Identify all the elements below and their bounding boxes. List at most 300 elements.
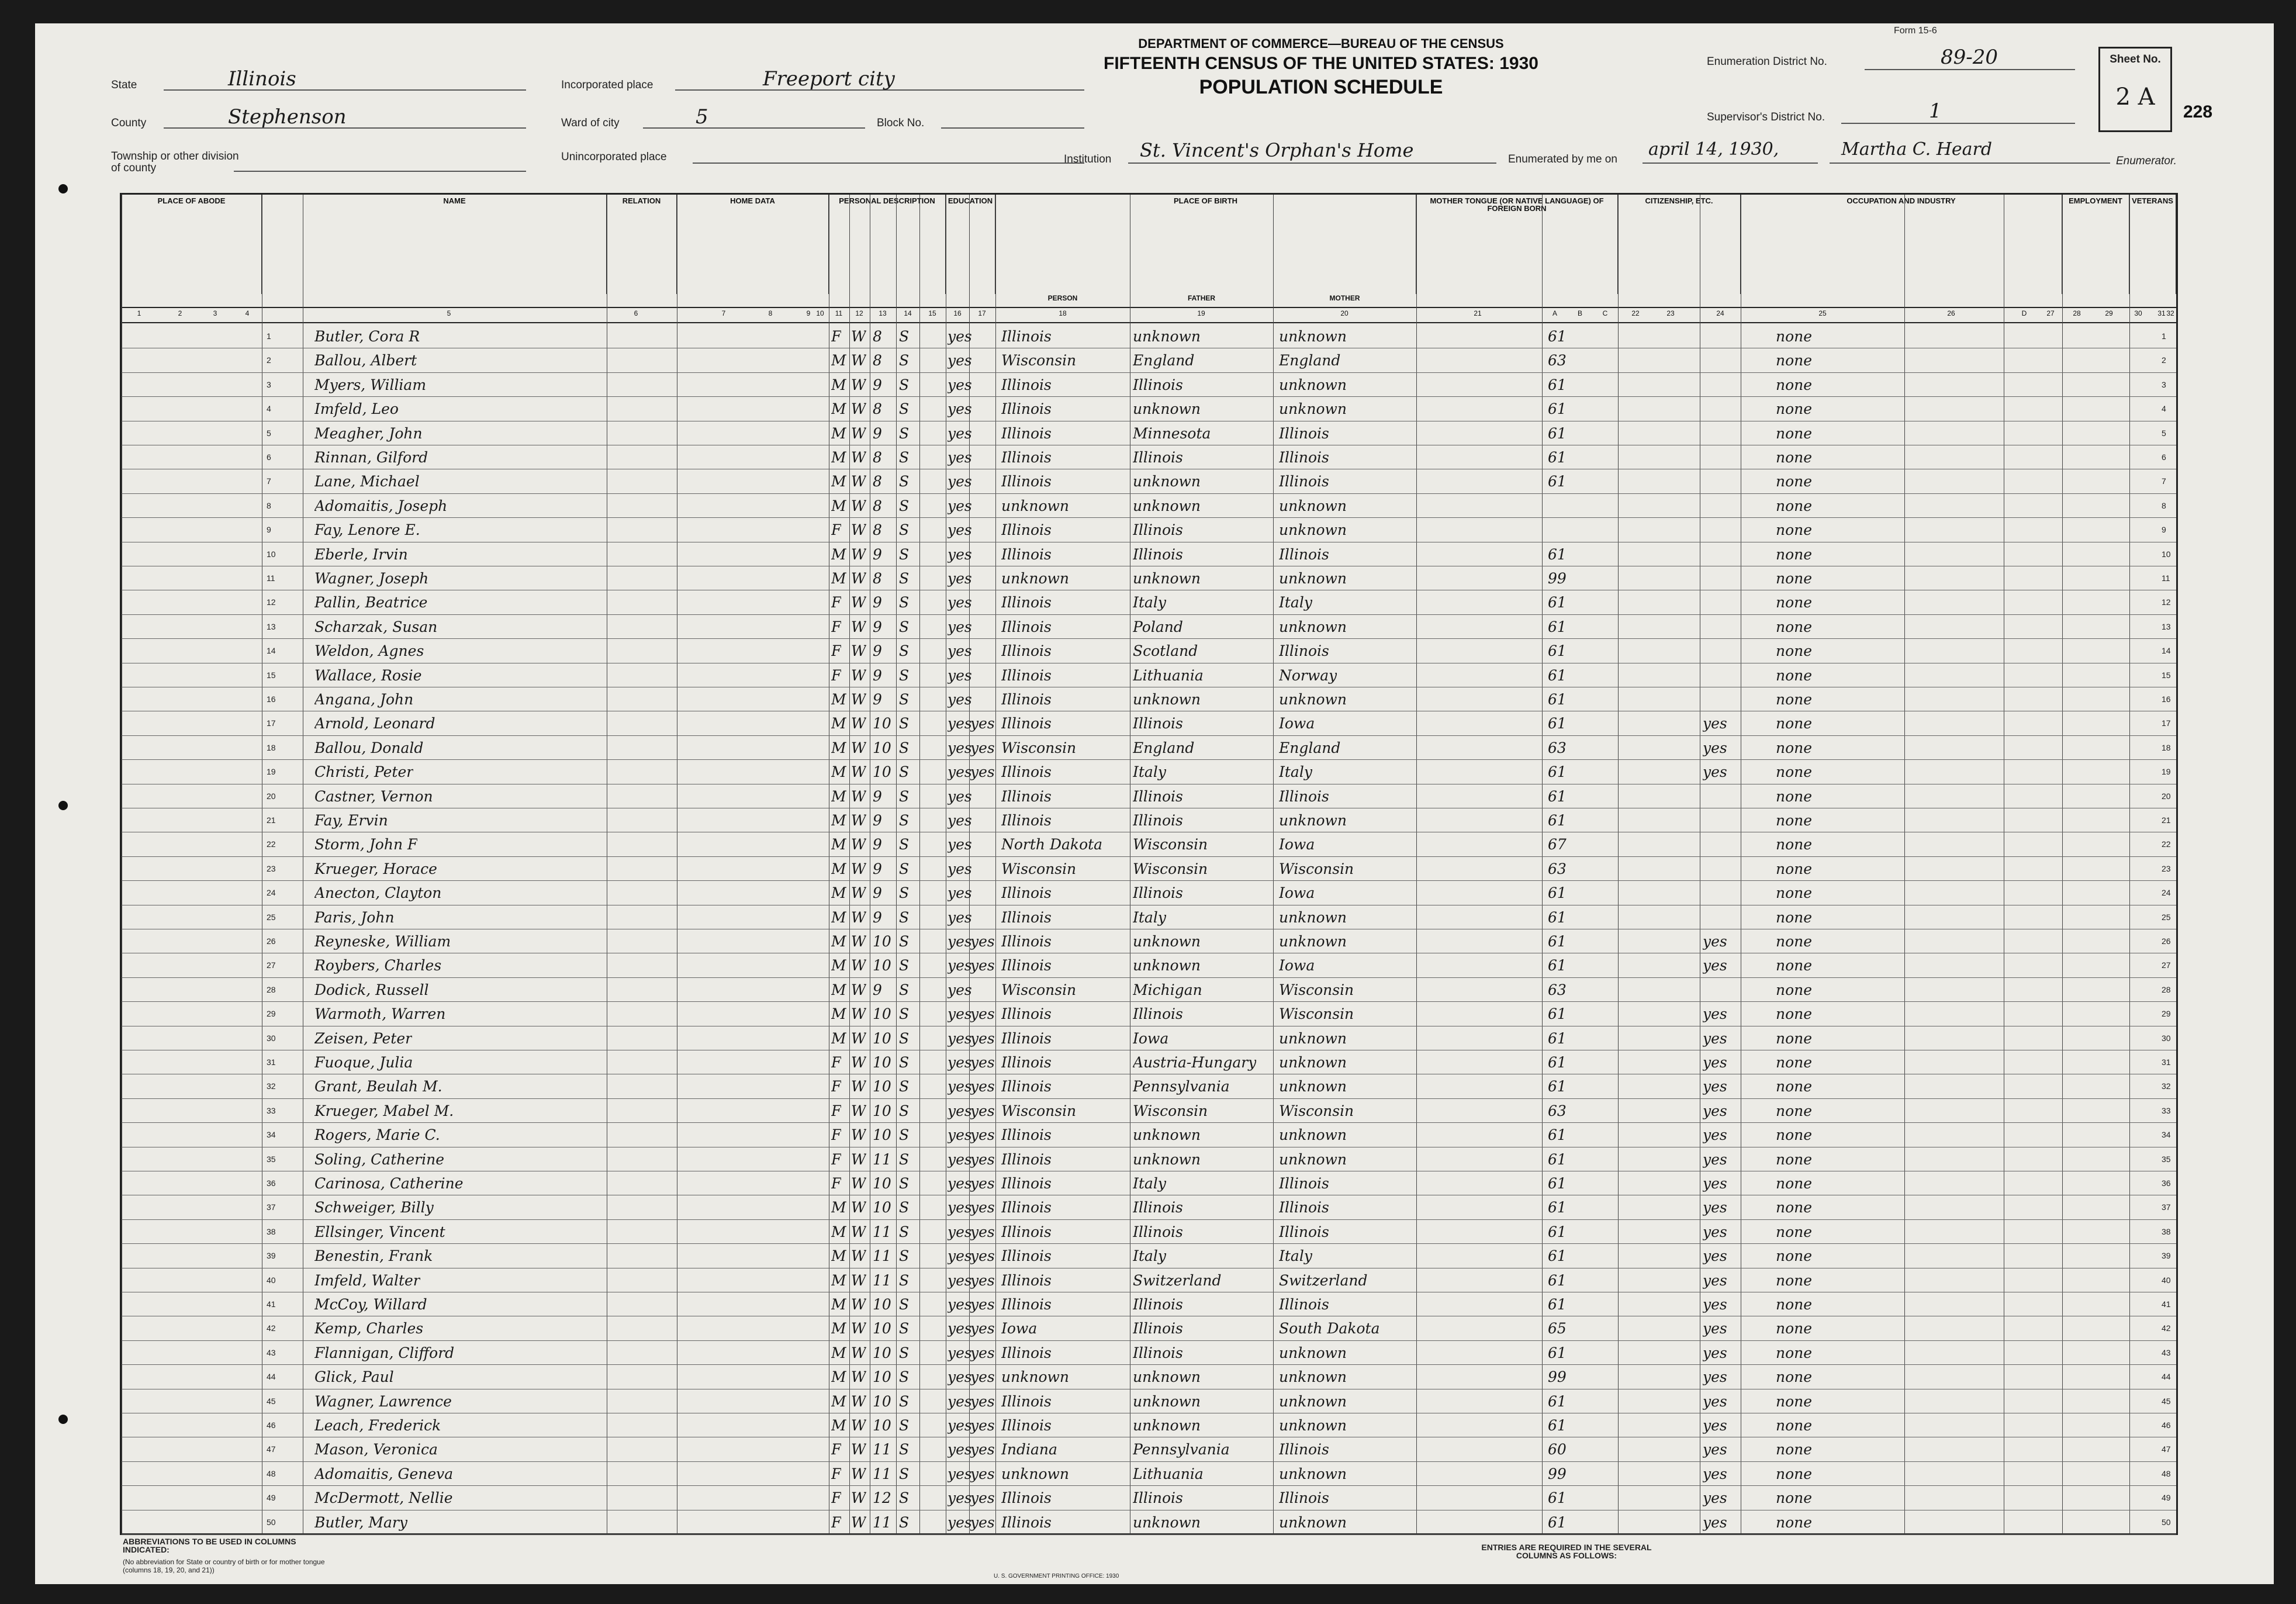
- table-row: [122, 905, 2176, 929]
- cell-read: yes: [970, 957, 995, 974]
- cell-sex: M: [831, 933, 846, 950]
- cell-sex: M: [831, 1271, 846, 1289]
- ward-label: Ward of city: [561, 117, 620, 129]
- column-number: 8: [768, 309, 773, 317]
- cell-race: W: [851, 957, 866, 974]
- line-number: 39: [267, 1251, 276, 1261]
- cell-race: W: [851, 1078, 866, 1095]
- cell-sch: yes: [948, 787, 972, 805]
- cell-fpob: Wisconsin: [1133, 1102, 1208, 1119]
- cell-read: yes: [970, 1223, 995, 1240]
- cell-pob: Illinois: [1001, 545, 1052, 563]
- cell-sch: yes: [948, 981, 972, 998]
- cell-name: Soling, Catherine: [314, 1150, 444, 1168]
- cell-eng: yes: [1703, 1150, 1727, 1168]
- cell-eng: yes: [1703, 715, 1727, 732]
- cell-age: 12: [873, 1489, 891, 1507]
- line-number: 18: [267, 742, 276, 752]
- table-row: [122, 953, 2176, 977]
- line-number: 30: [267, 1033, 276, 1043]
- cell-mar: S: [899, 884, 910, 902]
- line-number: 36: [267, 1178, 276, 1188]
- column-number: 19: [1197, 309, 1205, 317]
- entries-title: ENTRIES ARE REQUIRED IN THE SEVERAL COLUMNS AS FOLLOWS:: [1481, 1543, 1652, 1560]
- cell-occ: none: [1776, 642, 1813, 660]
- cell-age: 9: [873, 666, 882, 684]
- header-separator: [122, 307, 2176, 308]
- table-row: [122, 711, 2176, 735]
- cell-occ: none: [1776, 1175, 1813, 1192]
- cell-name: Eberle, Irvin: [314, 545, 408, 563]
- cell-sex: M: [831, 1199, 846, 1216]
- cell-read: yes: [970, 1126, 995, 1144]
- enum-district-value: 89-20: [1941, 46, 1998, 69]
- line-number: 48: [267, 1468, 276, 1478]
- birth-subhead: FATHER: [1187, 294, 1216, 302]
- cell-sex: M: [831, 1368, 846, 1386]
- column-number: A: [1552, 309, 1557, 317]
- cell-occ: none: [1776, 981, 1813, 998]
- cell-sch: yes: [948, 449, 972, 466]
- cell-code: 61: [1548, 449, 1567, 466]
- cell-name: Roybers, Charles: [314, 957, 442, 974]
- cell-occ: none: [1776, 1417, 1813, 1434]
- cell-code: 61: [1548, 908, 1567, 926]
- cell-fpob: Italy: [1133, 1247, 1166, 1265]
- table-row: [122, 1462, 2176, 1486]
- header-personal: PERSONAL DESCRIPTION: [829, 195, 946, 294]
- cell-age: 10: [873, 1296, 891, 1313]
- cell-occ: none: [1776, 1150, 1813, 1168]
- cell-pob: Illinois: [1001, 1247, 1052, 1265]
- enum-district-line: [1865, 46, 2075, 70]
- cell-pob: Wisconsin: [1001, 860, 1077, 877]
- cell-read: yes: [970, 1199, 995, 1216]
- cell-mar: S: [899, 1320, 910, 1337]
- cell-name: Weldon, Agnes: [314, 642, 424, 660]
- header-name: NAME: [303, 195, 607, 294]
- cell-sch: yes: [948, 328, 972, 345]
- header-veterans: VETERANS: [2129, 195, 2176, 294]
- cell-pob: Illinois: [1001, 715, 1052, 732]
- line-number-right: 20: [2162, 791, 2171, 801]
- cell-age: 9: [873, 594, 882, 611]
- column-number: 31: [2157, 309, 2166, 317]
- cell-occ: none: [1776, 1344, 1813, 1361]
- cell-code: 63: [1548, 739, 1567, 756]
- birth-subhead: MOTHER: [1329, 294, 1360, 302]
- cell-mpob: Illinois: [1279, 473, 1329, 490]
- cell-name: Imfeld, Walter: [314, 1271, 420, 1289]
- cell-occ: none: [1776, 1513, 1813, 1531]
- table-row: [122, 397, 2176, 421]
- cell-sch: yes: [948, 933, 972, 950]
- cell-read: yes: [970, 715, 995, 732]
- cell-fpob: Michigan: [1133, 981, 1202, 998]
- cell-read: yes: [970, 1271, 995, 1289]
- cell-mar: S: [899, 352, 910, 369]
- cell-name: Imfeld, Leo: [314, 400, 399, 418]
- cell-age: 9: [873, 860, 882, 877]
- line-number: 22: [267, 839, 276, 849]
- cell-occ: none: [1776, 860, 1813, 877]
- punch-hole: [58, 184, 68, 193]
- enumerated-by-label: Enumerated by me on: [1508, 153, 1617, 165]
- cell-name: Wagner, Lawrence: [314, 1392, 452, 1410]
- cell-pob: Illinois: [1001, 424, 1052, 442]
- line-number: 35: [267, 1154, 276, 1164]
- cell-sch: yes: [948, 1441, 972, 1458]
- cell-sch: yes: [948, 497, 972, 514]
- cell-name: McDermott, Nellie: [314, 1489, 453, 1507]
- cell-race: W: [851, 1029, 866, 1047]
- line-number-right: 40: [2162, 1275, 2171, 1285]
- cell-age: 10: [873, 957, 891, 974]
- cell-name: Wagner, Joseph: [314, 570, 429, 587]
- cell-sch: yes: [948, 1102, 972, 1119]
- column-number: 1: [137, 309, 141, 317]
- cell-code: 61: [1548, 1489, 1567, 1507]
- cell-age: 9: [873, 908, 882, 926]
- cell-pob: Illinois: [1001, 884, 1052, 902]
- line-number: 26: [267, 936, 276, 946]
- line-number: 47: [267, 1444, 276, 1454]
- line-number: 50: [267, 1517, 276, 1527]
- cell-name: Krueger, Mabel M.: [314, 1102, 454, 1119]
- cell-age: 11: [873, 1465, 891, 1482]
- cell-read: yes: [970, 933, 995, 950]
- cell-sch: yes: [948, 1271, 972, 1289]
- cell-race: W: [851, 1489, 866, 1507]
- cell-code: 61: [1548, 666, 1567, 684]
- cell-eng: yes: [1703, 1296, 1727, 1313]
- cell-read: yes: [970, 1344, 995, 1361]
- cell-sex: M: [831, 884, 846, 902]
- cell-read: yes: [970, 739, 995, 756]
- cell-sch: yes: [948, 691, 972, 708]
- line-number: 28: [267, 984, 276, 994]
- table-row: [122, 929, 2176, 953]
- cell-age: 9: [873, 812, 882, 829]
- cell-fpob: Scotland: [1133, 642, 1198, 660]
- line-number: 46: [267, 1420, 276, 1430]
- cell-age: 10: [873, 933, 891, 950]
- cell-read: yes: [970, 1005, 995, 1023]
- cell-sch: yes: [948, 763, 972, 781]
- cell-eng: yes: [1703, 1465, 1727, 1482]
- line-number: 23: [267, 863, 276, 873]
- cell-mar: S: [899, 763, 910, 781]
- cell-mar: S: [899, 376, 910, 393]
- cell-name: Anecton, Clayton: [314, 884, 442, 902]
- cell-name: Scharzak, Susan: [314, 618, 438, 635]
- cell-sch: yes: [948, 1223, 972, 1240]
- line-number-right: 4: [2162, 404, 2166, 414]
- cell-occ: none: [1776, 424, 1813, 442]
- line-number: 43: [267, 1347, 276, 1357]
- cell-mar: S: [899, 497, 910, 514]
- cell-mpob: Illinois: [1279, 1223, 1329, 1240]
- cell-occ: none: [1776, 1320, 1813, 1337]
- cell-code: 61: [1548, 1150, 1567, 1168]
- line-number-right: 36: [2162, 1178, 2171, 1188]
- cell-mpob: unknown: [1279, 1417, 1347, 1434]
- cell-sex: M: [831, 812, 846, 829]
- cell-name: Carinosa, Catherine: [314, 1175, 464, 1192]
- cell-eng: yes: [1703, 1126, 1727, 1144]
- column-number: 2: [178, 309, 182, 317]
- cell-fpob: unknown: [1133, 1150, 1201, 1168]
- cell-pob: Illinois: [1001, 1029, 1052, 1047]
- print-note: U. S. GOVERNMENT PRINTING OFFICE: 1930: [994, 1573, 1119, 1579]
- cell-occ: none: [1776, 933, 1813, 950]
- cell-occ: none: [1776, 1247, 1813, 1265]
- cell-fpob: unknown: [1133, 473, 1201, 490]
- cell-race: W: [851, 424, 866, 442]
- table-row: [122, 324, 2176, 348]
- cell-occ: none: [1776, 328, 1813, 345]
- line-number-right: 46: [2162, 1420, 2171, 1430]
- cell-mar: S: [899, 1029, 910, 1047]
- column-number: 25: [1818, 309, 1827, 317]
- cell-code: 61: [1548, 1078, 1567, 1095]
- cell-age: 8: [873, 449, 882, 466]
- cell-occ: none: [1776, 352, 1813, 369]
- column-number: 3: [213, 309, 217, 317]
- cell-sch: yes: [948, 1368, 972, 1386]
- cell-sex: M: [831, 352, 846, 369]
- cell-age: 10: [873, 1102, 891, 1119]
- population-table: [120, 193, 2178, 1535]
- cell-pob: Illinois: [1001, 1392, 1052, 1410]
- line-number-right: 15: [2162, 670, 2171, 680]
- cell-code: 61: [1548, 1054, 1567, 1071]
- line-number-right: 6: [2162, 452, 2166, 462]
- cell-sex: F: [831, 1441, 842, 1458]
- cell-name: Kemp, Charles: [314, 1320, 424, 1337]
- cell-name: Butler, Mary: [314, 1513, 407, 1531]
- cell-pob: Illinois: [1001, 1489, 1052, 1507]
- cell-fpob: Illinois: [1133, 1320, 1183, 1337]
- line-number: 44: [267, 1372, 276, 1382]
- cell-code: 61: [1548, 1223, 1567, 1240]
- cell-sch: yes: [948, 1175, 972, 1192]
- ward-line: [643, 105, 865, 129]
- cell-mpob: unknown: [1279, 1392, 1347, 1410]
- column-number: 18: [1059, 309, 1067, 317]
- cell-eng: yes: [1703, 1199, 1727, 1216]
- line-number: 20: [267, 791, 276, 801]
- cell-mpob: unknown: [1279, 1078, 1347, 1095]
- cell-mar: S: [899, 981, 910, 998]
- cell-name: Fay, Lenore E.: [314, 521, 420, 539]
- cell-code: 65: [1548, 1320, 1567, 1337]
- cell-fpob: Switzerland: [1133, 1271, 1222, 1289]
- cell-fpob: Illinois: [1133, 545, 1183, 563]
- state-line: [164, 67, 526, 91]
- cell-sex: M: [831, 691, 846, 708]
- cell-occ: none: [1776, 400, 1813, 418]
- cell-race: W: [851, 642, 866, 660]
- table-row: [122, 736, 2176, 760]
- cell-sex: F: [831, 642, 842, 660]
- enumerator-label: Enumerator.: [2116, 155, 2177, 167]
- column-number: 10: [816, 309, 824, 317]
- cell-eng: yes: [1703, 933, 1727, 950]
- cell-read: yes: [970, 1175, 995, 1192]
- cell-mpob: Illinois: [1279, 642, 1329, 660]
- table-row: [122, 1486, 2176, 1510]
- column-number: 12: [855, 309, 863, 317]
- cell-age: 9: [873, 424, 882, 442]
- table-row: [122, 1510, 2176, 1534]
- line-number-right: 1: [2162, 331, 2166, 341]
- cell-fpob: Illinois: [1133, 1223, 1183, 1240]
- cell-mpob: unknown: [1279, 521, 1347, 539]
- cell-sex: M: [831, 836, 846, 853]
- cell-fpob: Italy: [1133, 908, 1166, 926]
- cell-mar: S: [899, 1368, 910, 1386]
- cell-age: 10: [873, 1029, 891, 1047]
- cell-mpob: unknown: [1279, 1126, 1347, 1144]
- cell-race: W: [851, 1441, 866, 1458]
- cell-sch: yes: [948, 1054, 972, 1071]
- cell-code: 61: [1548, 1392, 1567, 1410]
- cell-name: Christi, Peter: [314, 763, 414, 781]
- table-row: [122, 1413, 2176, 1437]
- cell-race: W: [851, 570, 866, 587]
- cell-fpob: Lithuania: [1133, 1465, 1204, 1482]
- table-row: [122, 639, 2176, 663]
- cell-pob: Illinois: [1001, 787, 1052, 805]
- cell-code: 61: [1548, 618, 1567, 635]
- column-number: 16: [953, 309, 962, 317]
- cell-occ: none: [1776, 812, 1813, 829]
- cell-code: 61: [1548, 957, 1567, 974]
- incorporated-label: Incorporated place: [561, 79, 653, 91]
- table-row: [122, 760, 2176, 784]
- cell-fpob: unknown: [1133, 691, 1201, 708]
- cell-mpob: unknown: [1279, 1513, 1347, 1531]
- cell-eng: yes: [1703, 1223, 1727, 1240]
- cell-fpob: Illinois: [1133, 376, 1183, 393]
- cell-occ: none: [1776, 957, 1813, 974]
- cell-sex: M: [831, 424, 846, 442]
- cell-read: yes: [970, 1368, 995, 1386]
- header-tongue: MOTHER TONGUE (OR NATIVE LANGUAGE) OF FOREIGN BORN: [1416, 195, 1618, 294]
- cell-eng: yes: [1703, 1344, 1727, 1361]
- cell-mar: S: [899, 860, 910, 877]
- cell-age: 8: [873, 328, 882, 345]
- cell-sch: yes: [948, 1029, 972, 1047]
- cell-sex: M: [831, 1223, 846, 1240]
- cell-pob: Illinois: [1001, 642, 1052, 660]
- cell-fpob: England: [1133, 739, 1195, 756]
- sheet-value: 2 A: [2115, 84, 2155, 110]
- cell-pob: Illinois: [1001, 1175, 1052, 1192]
- cell-name: Adomaitis, Joseph: [314, 497, 448, 514]
- column-number: 26: [1947, 309, 1955, 317]
- cell-sch: yes: [948, 1417, 972, 1434]
- county-line: [164, 105, 526, 129]
- cell-mar: S: [899, 812, 910, 829]
- cell-race: W: [851, 497, 866, 514]
- cell-name: Grant, Beulah M.: [314, 1078, 442, 1095]
- line-number: 49: [267, 1493, 276, 1503]
- cell-mar: S: [899, 400, 910, 418]
- cell-mpob: unknown: [1279, 1029, 1347, 1047]
- line-number: 19: [267, 767, 276, 777]
- cell-name: Castner, Vernon: [314, 787, 433, 805]
- cell-pob: Illinois: [1001, 1054, 1052, 1071]
- cell-age: 9: [873, 836, 882, 853]
- cell-race: W: [851, 933, 866, 950]
- cell-pob: Illinois: [1001, 957, 1052, 974]
- incorporated-line: [675, 67, 1084, 91]
- cell-sch: yes: [948, 1126, 972, 1144]
- cell-mar: S: [899, 1489, 910, 1507]
- cell-mar: S: [899, 787, 910, 805]
- cell-race: W: [851, 376, 866, 393]
- cell-eng: yes: [1703, 739, 1727, 756]
- cell-fpob: unknown: [1133, 570, 1201, 587]
- cell-code: 61: [1548, 642, 1567, 660]
- county-label: County: [111, 117, 147, 129]
- cell-fpob: unknown: [1133, 1392, 1201, 1410]
- cell-age: 11: [873, 1150, 891, 1168]
- cell-mpob: Illinois: [1279, 1199, 1329, 1216]
- column-number: 32: [2166, 309, 2174, 317]
- cell-name: Angana, John: [314, 691, 414, 708]
- cell-read: yes: [970, 1417, 995, 1434]
- cell-occ: none: [1776, 666, 1813, 684]
- table-row: [122, 1316, 2176, 1340]
- cell-mpob: Illinois: [1279, 1441, 1329, 1458]
- cell-mar: S: [899, 1296, 910, 1313]
- cell-occ: none: [1776, 787, 1813, 805]
- cell-age: 10: [873, 715, 891, 732]
- table-row: [122, 857, 2176, 881]
- cell-mpob: unknown: [1279, 1465, 1347, 1482]
- cell-name: Benestin, Frank: [314, 1247, 433, 1265]
- cell-mar: S: [899, 691, 910, 708]
- cell-sch: yes: [948, 860, 972, 877]
- cell-code: 61: [1548, 1344, 1567, 1361]
- cell-eng: yes: [1703, 1417, 1727, 1434]
- supervisor-label: Supervisor's District No.: [1707, 111, 1825, 123]
- cell-race: W: [851, 1392, 866, 1410]
- line-number-right: 37: [2162, 1202, 2171, 1212]
- cell-race: W: [851, 1175, 866, 1192]
- cell-occ: none: [1776, 1489, 1813, 1507]
- cell-age: 8: [873, 400, 882, 418]
- column-number: 28: [2073, 309, 2081, 317]
- cell-sch: yes: [948, 424, 972, 442]
- cell-occ: none: [1776, 545, 1813, 563]
- cell-read: yes: [970, 1054, 995, 1071]
- line-number-right: 43: [2162, 1347, 2171, 1357]
- cell-occ: none: [1776, 739, 1813, 756]
- header-employment: EMPLOYMENT: [2062, 195, 2129, 294]
- cell-read: yes: [970, 1489, 995, 1507]
- cell-occ: none: [1776, 1029, 1813, 1047]
- cell-sex: M: [831, 545, 846, 563]
- cell-race: W: [851, 812, 866, 829]
- cell-race: W: [851, 981, 866, 998]
- cell-mar: S: [899, 1247, 910, 1265]
- cell-mpob: Wisconsin: [1279, 1005, 1354, 1023]
- cell-code: 61: [1548, 424, 1567, 442]
